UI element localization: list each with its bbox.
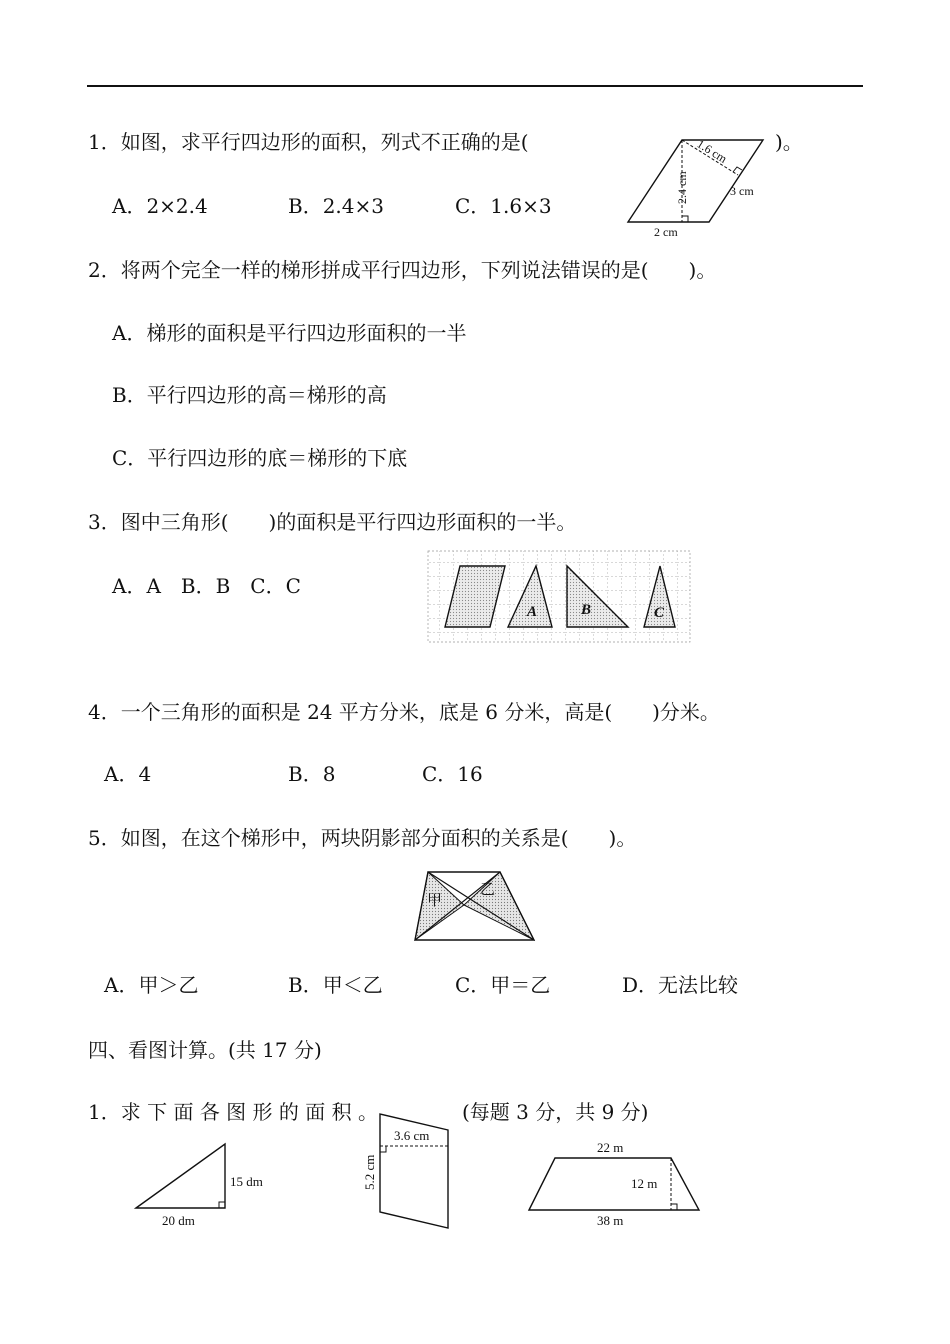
q4-option-a[interactable]: A．4	[104, 762, 152, 786]
section4-q1-score: (每题 3 分，共 9 分)	[462, 1100, 649, 1124]
right-triangle-figure	[130, 1138, 280, 1234]
trapezoid-height-label: 12 m	[631, 1176, 658, 1191]
q5-option-d[interactable]: D．无法比较	[622, 973, 739, 997]
q5-trapezoid-figure	[410, 868, 540, 946]
q5-option-b[interactable]: B．甲＜乙	[288, 973, 383, 997]
triangle-height-label: 15 dm	[230, 1174, 263, 1189]
q3-label-a: A	[527, 604, 538, 620]
trapezoid-bottom-label: 38 m	[597, 1213, 624, 1228]
q1-fig-side-label: 1.6 cm	[694, 136, 730, 166]
q3-options[interactable]: A．A B．B C．C	[112, 574, 301, 598]
top-rule	[87, 85, 863, 87]
q1-parallelogram-figure	[620, 132, 780, 240]
triangle-base-label: 20 dm	[162, 1213, 195, 1228]
q1-fig-height-label: 2.4 cm	[675, 171, 689, 204]
q1-stem-start: 1．如图，求平行四边形的面积，列式不正确的是(	[88, 130, 529, 154]
q1-fig-base-label: 2 cm	[654, 225, 678, 239]
q3-label-b: B	[581, 602, 592, 618]
q1-option-c[interactable]: C．1.6×3	[455, 194, 552, 218]
q5-label-jia: 甲	[427, 893, 443, 909]
q1-option-a[interactable]: A．2×2.4	[112, 194, 208, 218]
q4-stem: 4．一个三角形的面积是 24 平方分米，底是 6 分米，高是( )分米。	[88, 700, 720, 724]
q3-label-c: C	[654, 605, 665, 621]
parallelogram-height-label: 3.6 cm	[394, 1128, 430, 1143]
q5-option-c[interactable]: C．甲＝乙	[455, 973, 551, 997]
q5-label-yi: 乙	[480, 882, 496, 898]
q1-option-b[interactable]: B．2.4×3	[288, 194, 384, 218]
q4-option-c[interactable]: C．16	[422, 762, 483, 786]
section4-heading: 四、看图计算。(共 17 分)	[88, 1038, 322, 1062]
q2-option-b[interactable]: B．平行四边形的高＝梯形的高	[112, 383, 387, 407]
trapezoid-figure	[525, 1138, 705, 1234]
parallelogram-side-label: 5.2 cm	[362, 1154, 377, 1190]
q2-option-a[interactable]: A．梯形的面积是平行四边形面积的一半	[112, 321, 467, 345]
q5-option-a[interactable]: A．甲＞乙	[104, 973, 199, 997]
q5-stem: 5．如图，在这个梯形中，两块阴影部分面积的关系是( )。	[88, 826, 637, 850]
q3-grid-figure	[425, 548, 695, 646]
parallelogram-figure	[360, 1110, 460, 1234]
q2-stem: 2．将两个完全一样的梯形拼成平行四边形，下列说法错误的是( )。	[88, 258, 717, 282]
q2-option-c[interactable]: C．平行四边形的底＝梯形的下底	[112, 446, 408, 470]
section4-q1-stem: 1．求 下 面 各 图 形 的 面 积 。	[88, 1100, 378, 1124]
q1-stem-end: )。	[775, 130, 803, 154]
trapezoid-top-label: 22 m	[597, 1140, 624, 1155]
q4-option-b[interactable]: B．8	[288, 762, 336, 786]
q3-stem: 3．图中三角形( )的面积是平行四边形面积的一半。	[88, 510, 577, 534]
q1-fig-slant-label: 3 cm	[730, 184, 754, 198]
